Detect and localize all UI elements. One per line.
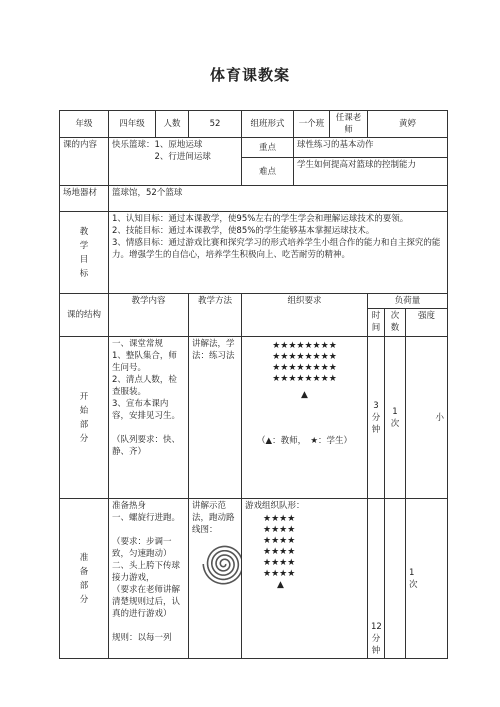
star-row: ★★★★ [263, 569, 296, 579]
part1-method: 讲解法，学法：练习法 [189, 337, 242, 499]
column-header-row [60, 294, 448, 309]
difficult-value: 学生如何提高对篮球的控制能力 [294, 158, 448, 186]
col-load: 负荷量 [368, 294, 448, 309]
key-label: 重点 [242, 138, 294, 158]
count-value: 52 [189, 111, 242, 138]
star-row: ★★★★★★★★ [272, 352, 337, 362]
spiral-route-icon [202, 542, 242, 586]
part2-times: 1 次 [406, 499, 448, 659]
venue-value: 篮球馆，52个篮球 [109, 186, 448, 212]
goals-row [60, 212, 448, 294]
teacher-value: 黄婷 [368, 111, 448, 138]
part1-times: 1 次 [385, 337, 406, 499]
teacher-marker-icon: ▲ [301, 390, 308, 400]
col-method: 教学方法 [189, 294, 242, 337]
part2-organization [242, 499, 368, 659]
teacher-label: 任课老师 [330, 111, 368, 138]
part2-method [189, 499, 242, 659]
part2-row [60, 499, 448, 659]
teacher-marker-icon: ▲ [277, 580, 284, 590]
grade-value: 四年级 [109, 111, 156, 138]
star-row: ★★★★ [263, 536, 296, 546]
venue-row [60, 186, 448, 212]
grade-label: 年级 [60, 111, 109, 138]
part2-times-cell [385, 499, 406, 659]
form-value: 一个班 [294, 111, 330, 138]
lesson-plan-table [59, 110, 448, 659]
star-row: ★★★★★★★★ [272, 363, 337, 373]
col-organization: 组织要求 [242, 294, 368, 337]
part1-label: 开 始 部 分 [60, 337, 109, 499]
part2-org-title: 游戏组织队形： [245, 501, 305, 511]
difficult-label: 难点 [242, 158, 294, 186]
star-row: ★★★★ [263, 514, 296, 524]
star-row: ★★★★ [263, 547, 296, 557]
venue-label: 场地器材 [60, 186, 109, 212]
col-times: 次数 [385, 309, 406, 337]
goals-label: 教 学 目 标 [60, 212, 109, 294]
page-title: 体育课教案 [209, 66, 290, 84]
part2-content: 准备热身 一、螺旋行进跑。 （要求：步调一致，匀速跑动） 二、头上胯下传球接力游戏， （要求在老师讲解清楚规则过后，认真的进行游戏） 规则：以每一列 [109, 499, 189, 659]
col-time: 时间 [368, 309, 385, 337]
goals-text: 1、认知目标：通过本课教学，使95%左右的学生学会和理解运球技术的要领。 2、技能目标：通过本课教学，使85%的学生能够基本掌握运球技术。 3、情感目标：通过游戏比赛和探究学习的形式培养学生小组合作的能力和自主探究的能力。增强学生的自信心，培养学生积极向上、吃苦耐劳的精神。 [109, 212, 448, 294]
form-label: 组班形式 [242, 111, 294, 138]
part1-intensity: 小 [406, 337, 448, 499]
part2-label: 准 备 部 分 [60, 499, 109, 659]
col-content: 教学内容 [109, 294, 189, 337]
col-intensity: 强度 [406, 309, 448, 337]
star-row: ★★★★★★★★ [272, 341, 337, 351]
star-row: ★★★★ [263, 558, 296, 568]
content-row [60, 138, 448, 158]
part1-legend: （▲：教师， ★：学生） [257, 436, 352, 446]
part2-method-text: 讲解示范法，跑动路线图： [192, 501, 235, 535]
part1-organization [242, 337, 368, 499]
count-label: 人数 [156, 111, 189, 138]
star-row: ★★★★ [263, 525, 296, 535]
part2-time: 12 分 钟 [368, 499, 385, 659]
header-row [60, 111, 448, 138]
star-row: ★★★★★★★★ [272, 374, 337, 384]
content-label: 课的内容 [60, 138, 109, 186]
content-items: 快乐篮球：1、原地运球 2、行进间运球 [109, 138, 242, 186]
col-structure: 课的结构 [60, 294, 109, 337]
part1-time: 3 分 钟 [368, 337, 385, 499]
part1-content: 一、课堂常规 1、整队集合，师生问号。 2、清点人数，检查服装。 3、宣布本课内容，安排见习生。 （队列要求：快、静、齐） [109, 337, 189, 499]
part1-row [60, 337, 448, 499]
key-value: 球性练习的基本动作 [294, 138, 448, 158]
